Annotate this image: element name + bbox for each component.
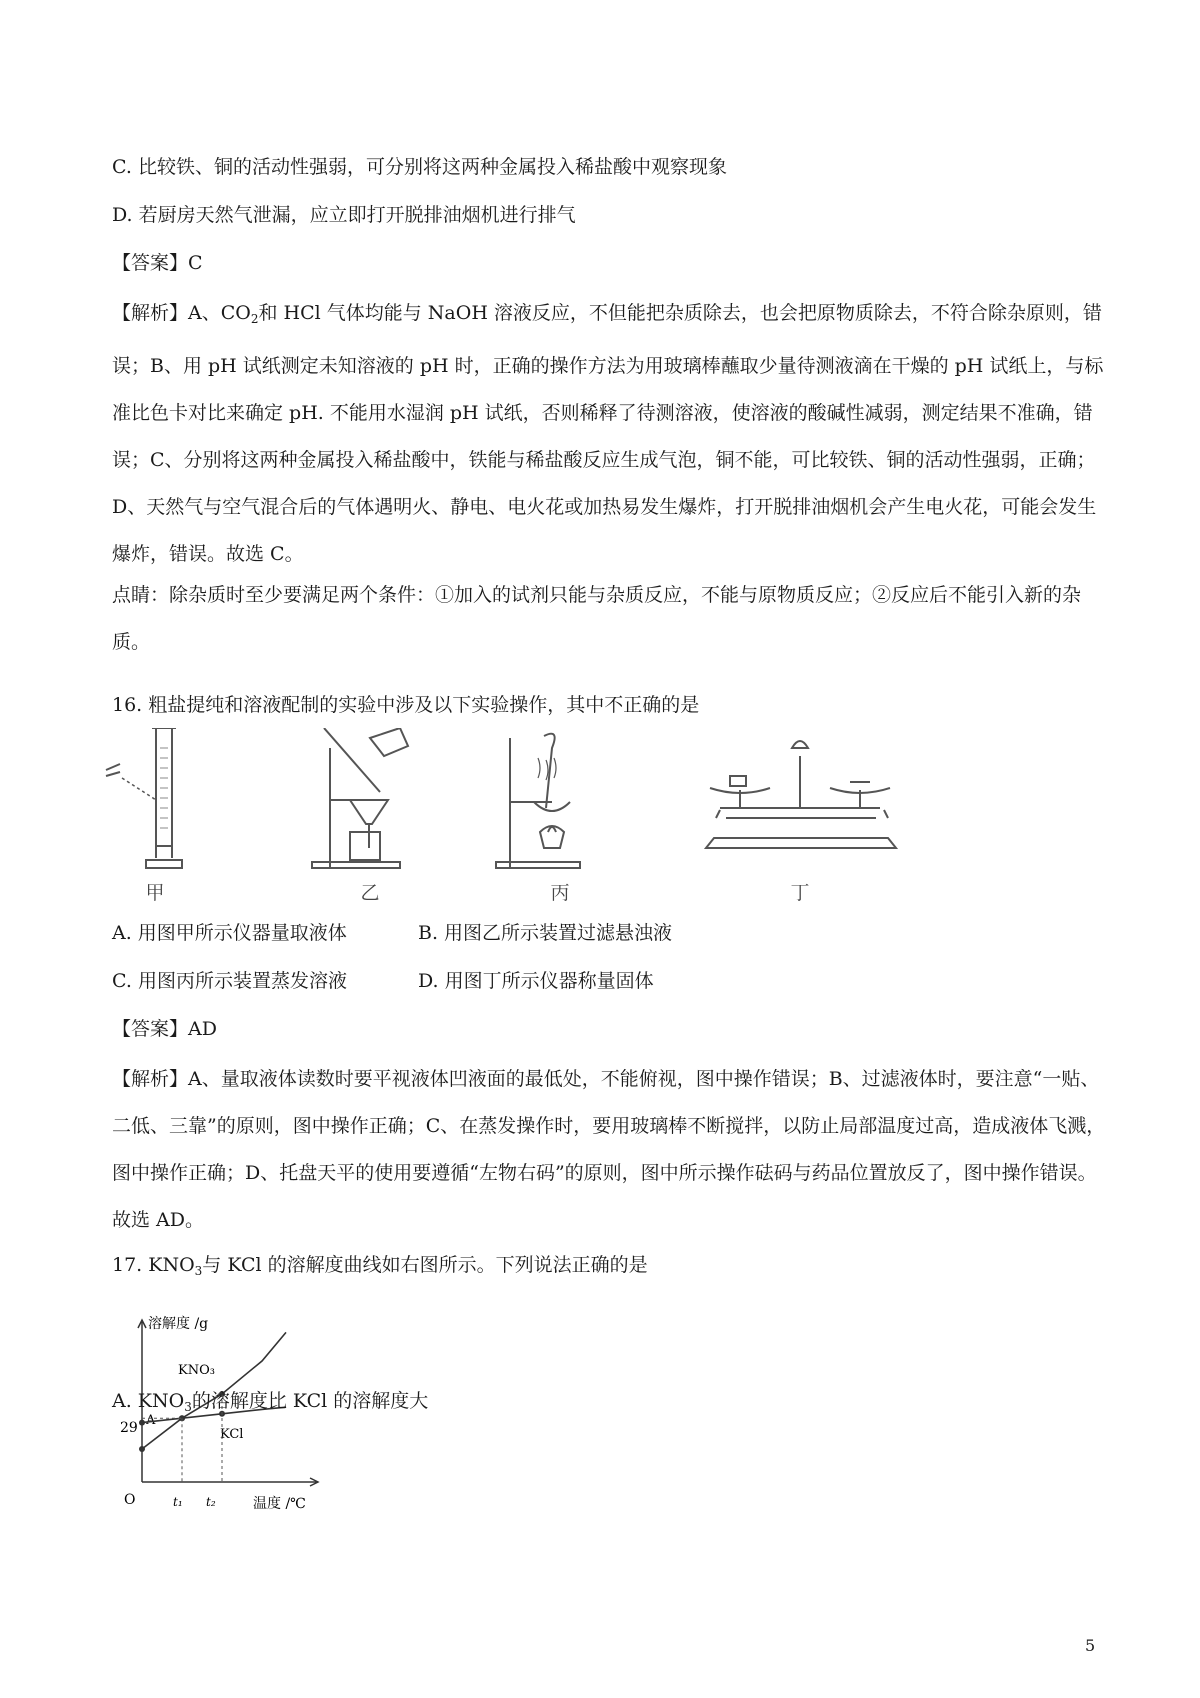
question-16-stem: 16. 粗盐提纯和溶液配制的实验中涉及以下实验操作，其中不正确的是 — [112, 694, 700, 716]
figure-label-yi: 乙 — [360, 882, 380, 904]
tip-15: 点睛：除杂质时至少要满足两个条件：①加入的试剂只能与杂质反应，不能与原物质反应；②反应后不能引入新的杂质。 — [112, 584, 1082, 653]
analysis-15: 【解析】A、$CO_2$和 HCl 气体均能与 NaOH 溶液反应，不但能把杂质除去，也会把原物质除去，不符合除杂原则，错误；B、用 pH 试纸测定未知溶液的 pH 时，正确的操作方法为用玻璃棒蘸取少量待测液滴在干燥的 pH 试纸上，与标准比色卡对比来确定 pH. 不能用水湿润 pH 试纸，否则稀释了待测溶液，使溶液的酸碱性减弱，测定结果不准确，错误；C、分别将这两种金属投入稀盐酸中，铁能与稀盐酸反应生成气泡，铜不能，可比较铁、铜的活动性强弱，正确；D、天然气与空气混合后的气体遇明火、静电、电火花或加热易发生爆炸，打开脱排油烟机会产生电火花，可能会发生爆炸，错误。故选 C。 — [112, 302, 1104, 565]
evaporation-setup-image — [490, 728, 630, 878]
option-c: C. 比较铁、铜的活动性强弱，可分别将这两种金属投入稀盐酸中观察现象 — [112, 156, 727, 178]
x-tick-t1: t₁ — [173, 1495, 183, 1509]
graduated-cylinder-image — [100, 728, 210, 878]
option-d: D. 若厨房天然气泄漏，应立即打开脱排油烟机进行排气 — [112, 204, 576, 226]
balance-image — [700, 728, 910, 878]
figure-bing — [490, 728, 630, 904]
page-number: 5 — [1085, 1636, 1096, 1655]
question-17-stem: 17. $KNO_3$与 KCl 的溶解度曲线如右图所示。下列说法正确的是 — [112, 1254, 648, 1278]
figure-label-bing: 丙 — [550, 882, 570, 904]
figure-ding — [700, 728, 910, 904]
option-16-c: C. 用图丙所示装置蒸发溶液 — [112, 970, 347, 992]
analysis-16: 【解析】A、量取液体读数时要平视液体凹液面的最低处，不能俯视，图中操作错误；B、过滤液体时，要注意“一贴、二低、三靠”的原则，图中操作正确；C、在蒸发操作时，要用玻璃棒不断搅拌，以防止局部温度过高，造成液体飞溅，图中操作正确；D、托盘天平的使用要遵循“左物右码”的原则，图中所示操作砝码与药品位置放反了，图中操作错误。故选 AD。 — [112, 1068, 1106, 1231]
point-a-label: A — [146, 1413, 156, 1428]
answer-16: 【答案】AD — [112, 1018, 217, 1040]
series-label-kcl: KCl — [220, 1427, 244, 1442]
figure-jia — [100, 728, 210, 904]
option-16-a: A. 用图甲所示仪器量取液体 — [112, 922, 347, 944]
y-axis-label: 溶解度 /g — [148, 1316, 209, 1332]
x-axis-label: 温度 /℃ — [253, 1496, 306, 1512]
filtration-setup-image — [300, 728, 440, 878]
series-label-kno3: KNO₃ — [178, 1363, 215, 1378]
origin-label: O — [124, 1492, 136, 1508]
figure-yi — [300, 728, 440, 904]
y-tick-29: 29 — [120, 1420, 138, 1436]
x-tick-t2: t₂ — [206, 1495, 216, 1509]
option-16-d: D. 用图丁所示仪器称量固体 — [418, 970, 654, 992]
answer-15: 【答案】C — [112, 252, 203, 274]
option-16-b: B. 用图乙所示装置过滤悬浊液 — [418, 922, 673, 944]
figure-label-jia: 甲 — [145, 882, 165, 904]
data-point — [139, 1446, 145, 1452]
option-17-a: A. $KNO_3$的溶解度比 KCl 的溶解度大 — [112, 1390, 429, 1414]
apparatus-figures — [100, 728, 920, 918]
figure-label-ding: 丁 — [790, 882, 810, 904]
